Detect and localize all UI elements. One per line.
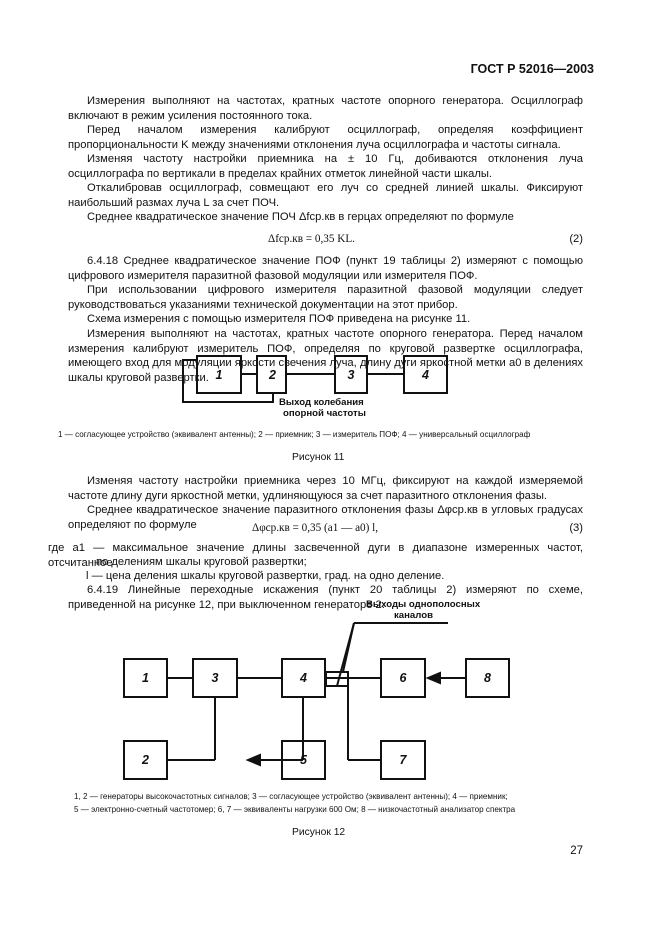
figure-11-caption: Рисунок 11 (292, 452, 345, 463)
formula-3-number: (3) (569, 522, 583, 534)
output-label-line: опорной частоты (283, 408, 366, 419)
paragraph: где a1 — максимальное значение длины засвеченной дуги в диапазоне измеренных частот, отсчитанное (48, 542, 583, 569)
output-label-line: каналов (394, 610, 433, 621)
paragraph: Среднее квадратическое значение паразитного отклонения фазы Δφср.кв в угловых градусах определяют по формуле (68, 504, 583, 531)
formula-3: Δφср.кв = 0,35 (a1 — a0) l, (252, 522, 379, 534)
document-header: ГОСТ Р 52016—2003 (470, 62, 594, 76)
figure-12-caption: Рисунок 12 (292, 827, 346, 838)
figure-12-block: 8 (465, 658, 510, 698)
paragraph: Откалибровав осциллограф, совмещают его луч со средней линией шкалы. Фиксируют наибольший размах луча L за счет ПОЧ. (68, 182, 583, 209)
paragraph: Среднее квадратическое значение ПОЧ Δfср.кв в герцах определяют по формуле (87, 211, 514, 223)
figure-12-legend: 1, 2 — генераторы высокочастотных сигналов; 3 — согласующее устройство (эквивалент антенны); 4 — приемник; (74, 792, 508, 801)
figure-12-block: 2 (123, 740, 168, 780)
figure-11-block: 2 (269, 367, 276, 382)
figure-11-block: 4 (403, 355, 448, 394)
paragraph: 6.4.18 Среднее квадратическое значение ПОФ (пункт 19 таблицы 2) измеряют с помощью цифрового измерителя паразитной фазовой модуляции или измерителя ПОФ. (68, 255, 583, 282)
paragraph: Измерения выполняют на частотах, кратных частоте опорного генератора. Перед началом измерения калибруют измеритель ПОФ, определяя по круговой развертке осциллографа, имеющего вход для модуляции яркости свечения луча, длину дуги яркостной метки a0 в делениях шкалы круговой развертки. (68, 328, 583, 384)
figure-12-block: 1 (123, 658, 168, 698)
figure-12-output-label (366, 599, 480, 621)
paragraph: Изменяя частоту настройки приемника на ± 10 Гц, добиваются отклонения луча осциллографа по вертикали в пределах крайних отметок линейной части шкалы. (68, 153, 583, 180)
page-number: 27 (570, 845, 583, 857)
paragraph: Изменяя частоту настройки приемника через 10 МГц, фиксируют на каждой измеряемой частоте длину дуги яркостной метки, удлиняющуюся за счет паразитного отклонения фазы. (68, 475, 583, 502)
formula-2-number: (2) (569, 233, 583, 245)
paragraph: Схема измерения с помощью измерителя ПОФ приведена на рисунке 11. (87, 313, 471, 325)
figure-12-legend: 5 — электронно-счетный частотомер; 6, 7 — эквиваленты нагрузки 600 Ом; 8 — низкочастотный анализатор спектра (74, 805, 516, 814)
figure-11-block: 3 (334, 355, 368, 394)
paragraph: Перед началом измерения калибруют осциллограф, определяя коэффициент пропорциональности K между значениями отклонения луча осциллографа и частоты сигнала. (68, 124, 583, 151)
figure-12-block: 7 (380, 740, 426, 780)
output-label-line: Выходы однополосных (366, 599, 481, 610)
figure-11-legend: 1 — согласующее устройство (эквивалент антенны); 2 — приемник; 3 — измеритель ПОФ; 4 — универсальный осциллограф (58, 430, 531, 439)
figure-12-block: 3 (192, 658, 238, 698)
figure-12-block: 4 (281, 658, 326, 698)
formula-2: Δfср.кв = 0,35 KL. (268, 233, 355, 245)
paragraph: по делениям шкалы круговой развертки; (96, 556, 307, 568)
paragraph: 6.4.19 Линейные переходные искажения (пункт 20 таблицы 2) измеряют по схеме, приведенной на рисунке 12, при выключенном генераторе 2. (68, 584, 583, 611)
figure-11-block: 1 (196, 355, 242, 394)
paragraph: l — цена деления шкалы круговой развертки, град. на одно деление. (86, 570, 445, 582)
paragraph: При использовании цифрового измерителя паразитной фазовой модуляции следует руководствоваться указаниями технической документации на этот прибор. (68, 284, 583, 311)
paragraph: Измерения выполняют на частотах, кратных частоте опорного генератора. Осциллограф включают в режим усиления постоянного тока. (68, 95, 583, 122)
output-label-line: Выход колебания (279, 397, 364, 408)
figure-12-block: 5 (281, 740, 326, 780)
figure-12-block: 6 (380, 658, 426, 698)
